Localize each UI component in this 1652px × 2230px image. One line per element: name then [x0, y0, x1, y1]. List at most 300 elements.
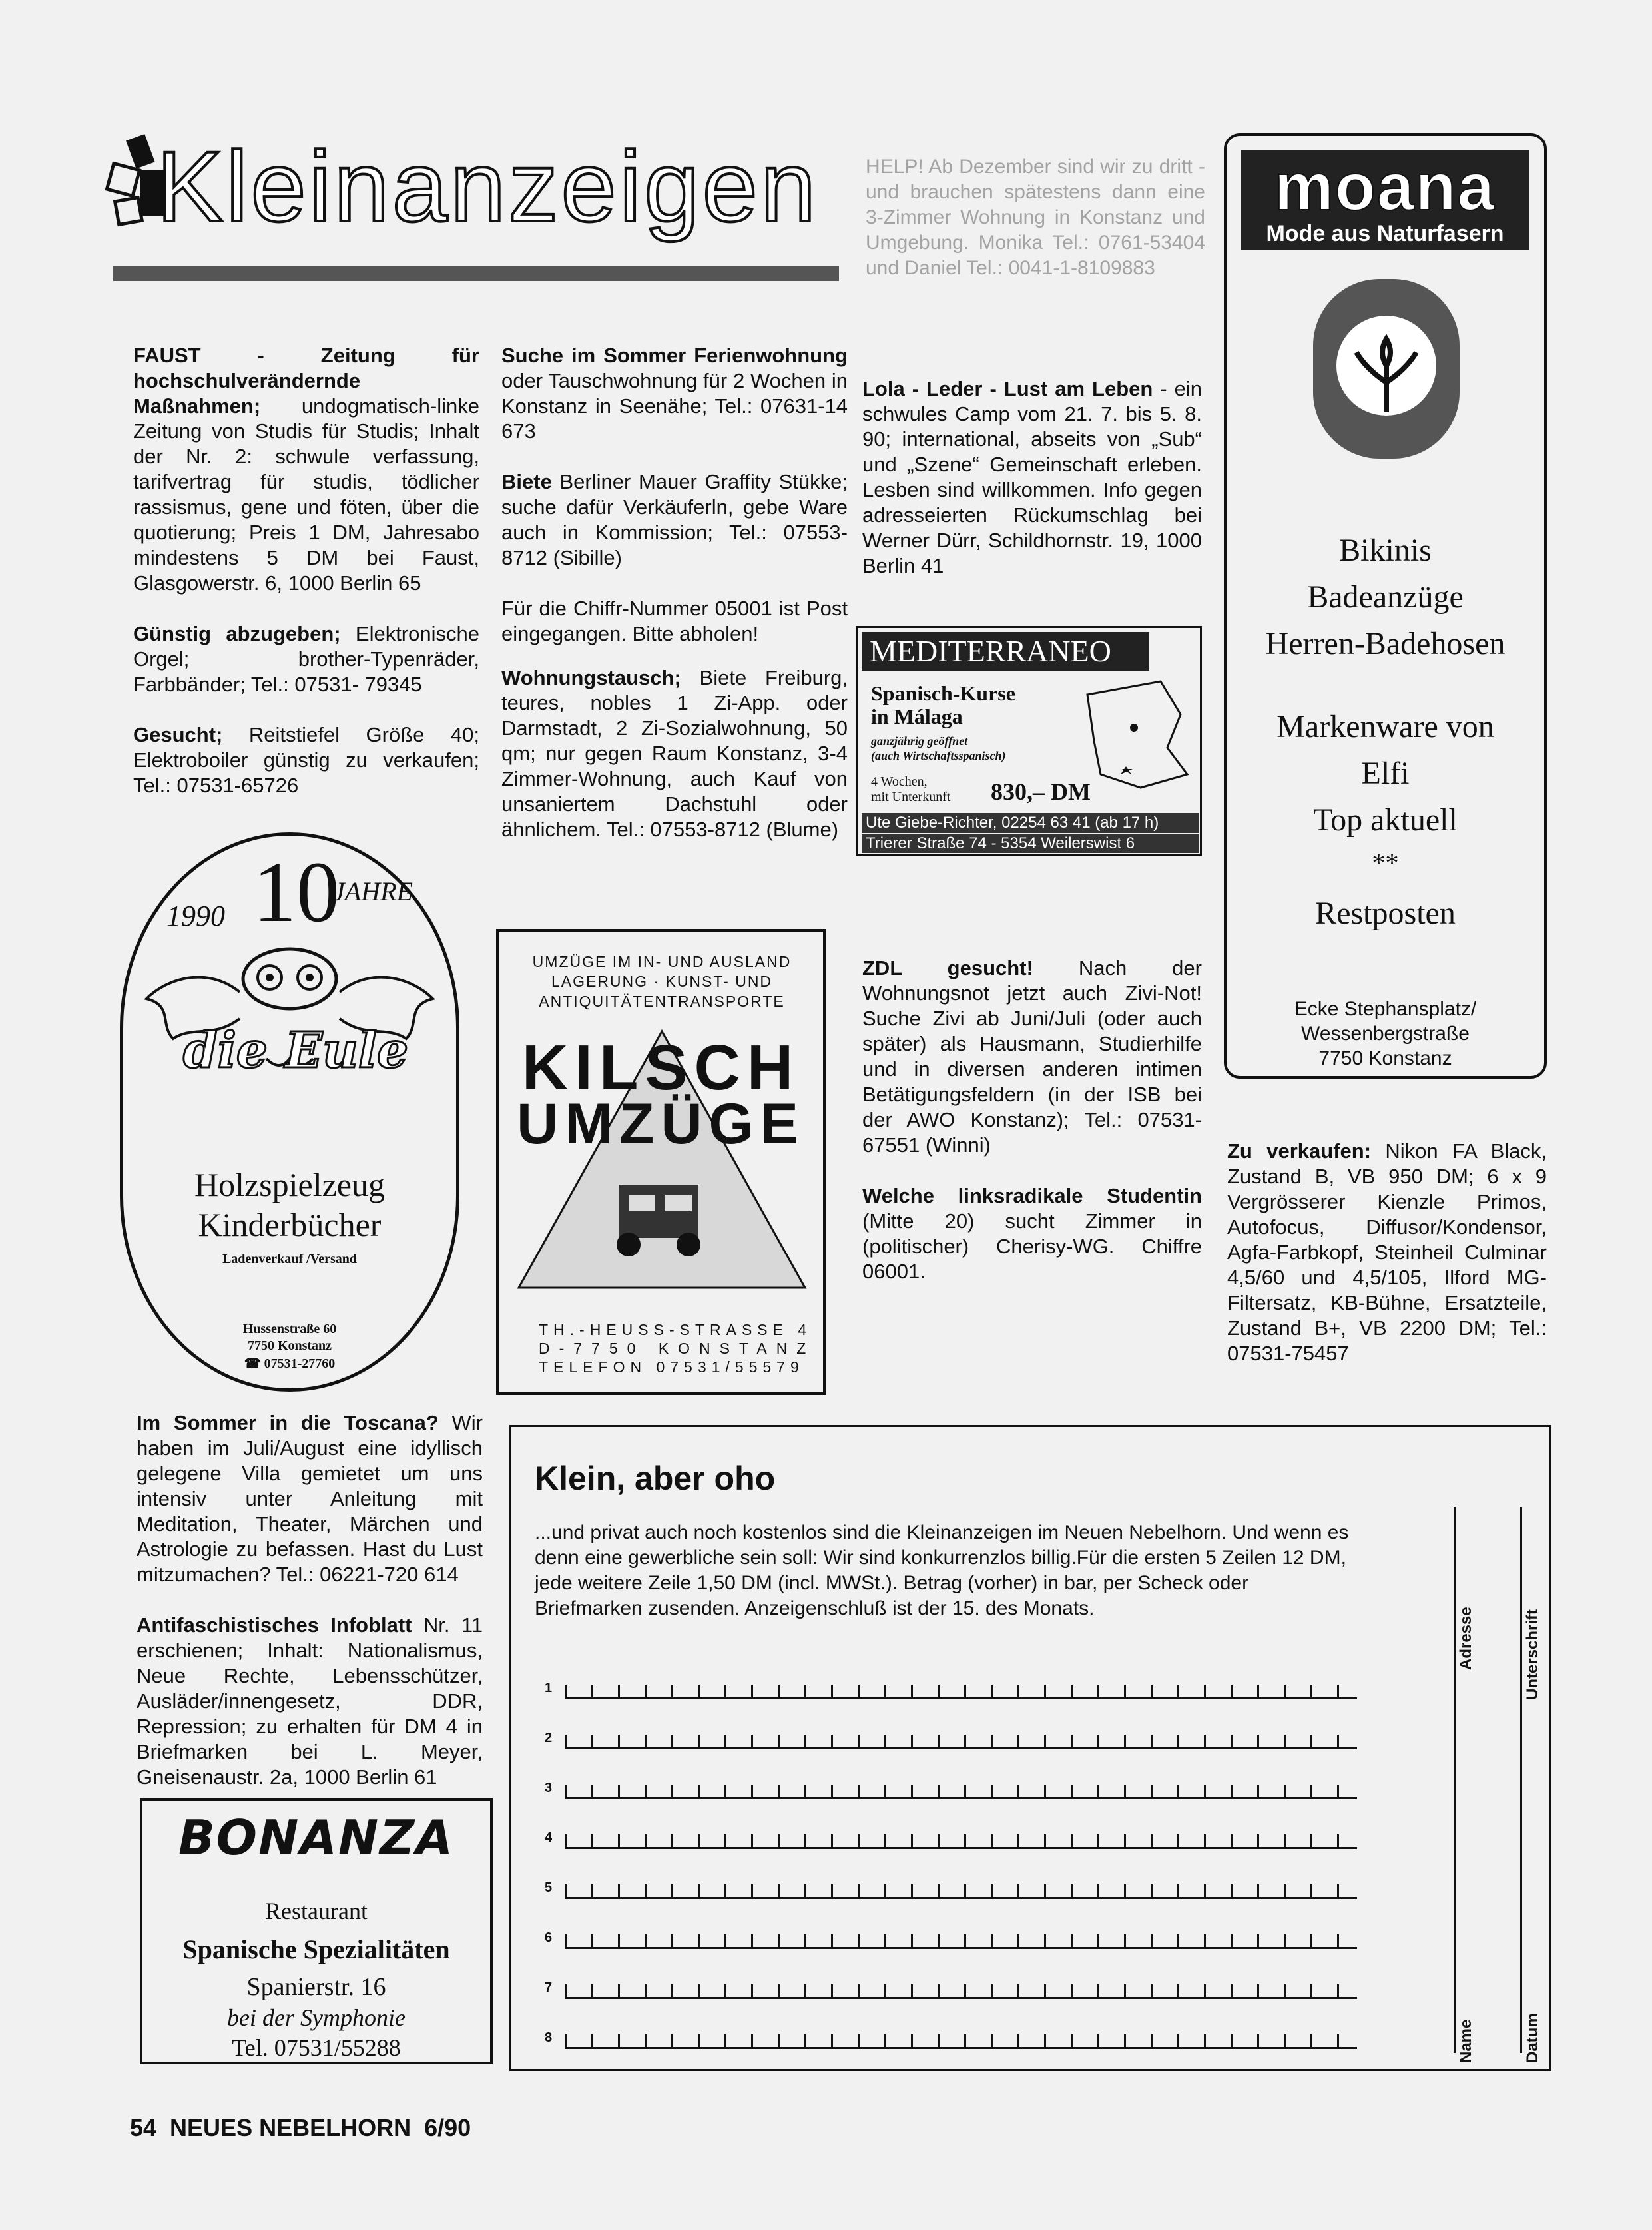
form-tick — [724, 1785, 726, 1799]
form-line-5[interactable]: 5 — [545, 1876, 1357, 1903]
form-tick — [565, 1834, 567, 1849]
form-tick — [698, 1934, 700, 1949]
form-tick — [618, 1735, 620, 1749]
form-line-2[interactable]: 2 — [545, 1727, 1357, 1753]
form-tick — [804, 1834, 806, 1849]
form-tick — [938, 1934, 940, 1949]
ad-orgel: Günstig abzugeben; Elektronische Orgel; brother-Typenräder, Farbbänder; Tel.: 07531- 79345 — [133, 622, 479, 696]
ad-toscana: Im Sommer in die Toscana? Wir haben im Juli/August eine idyllisch gelegene Villa gemietet um uns intensiv unter Anleitung mit Meditation, Theater, Märchen und Astrologie zu befassen. Hast du Lust mitzumachen? Tel.: 06221-720 614 — [137, 1411, 483, 1586]
form-tick — [1177, 1685, 1179, 1699]
ad-lola-leder: Lola - Leder - Lust am Leben - ein schwules Camp vom 21. 7. bis 5. 8. 90; international, abseits von „Sub“ und „Szene“ Gemeinschaft erleben. Lesben sind willkommen. Info gegen adresseierten Rückumschlag bei Werner Dürr, Schildhornstr. 19, 1000 Berlin 41 — [862, 377, 1202, 577]
form-tick — [1124, 2034, 1126, 2049]
form-tick — [698, 1735, 700, 1749]
form-tick — [831, 1884, 833, 1899]
form-tick — [1310, 1735, 1312, 1749]
form-tick — [1017, 1884, 1019, 1899]
form-tick — [698, 1785, 700, 1799]
form-text: ...und privat auch noch kostenlos sind die Kleinanzeigen im Neuen Nebelhorn. Und wenn es denn eine gewerbliche sein soll: Wir sind konkurrenzlos billig.Für die ersten 5 Zeilen 12 DM, jede weitere Zeile 1,50 DM (incl. MWSt.). Betrag (vorher) in bar, per Scheck oder Briefmarken zusenden. Anzeigenschluß ist der 15. des Monats. — [535, 1522, 1349, 1619]
moana-brand2: Elfi — [1361, 756, 1410, 791]
form-tick — [911, 1934, 913, 1949]
form-tick — [884, 1685, 886, 1699]
form-tick — [591, 1884, 593, 1899]
form-tick — [645, 1834, 647, 1849]
form-tick — [964, 1834, 966, 1849]
form-tick — [698, 1884, 700, 1899]
form-tick — [964, 1735, 966, 1749]
form-tick — [698, 1685, 700, 1699]
form-tick — [831, 1934, 833, 1949]
form-tick — [964, 2034, 966, 2049]
form-tick — [671, 1884, 673, 1899]
ad-faust: FAUST - Zeitung für hochschulverändernde Maßnahmen; undogmatisch-linke Zeitung von Studis für Studis; Inhalt der Nr. 2: schwule verfassung, tarifvertrag für studis, tödlicher rassismus, gene und föten, über die quotierung; Preis 1 DM, Jahresabo mindestens 5 DM bei Faust, Glasgowerstr. 6, 1000 Berlin 65 — [133, 344, 479, 595]
form-tick — [964, 1884, 966, 1899]
page-title: Kleinanzeigen — [156, 131, 819, 242]
form-tick — [938, 1984, 940, 1999]
form-tick — [591, 1785, 593, 1799]
form-tick — [858, 1884, 860, 1899]
ad-antifa-infoblatt: Antifaschistisches Infoblatt Nr. 11 erschienen; Inhalt: Nationalismus, Neue Rechte, Lebensschützer, Ausläder/innengesetz, DDR, Repression; zu erhalten für DM 4 in Briefmarken bei L. Meyer, Gneisenaustr. 2a, 1000 Berlin 61 — [137, 1613, 483, 1789]
form-tick — [831, 1984, 833, 1999]
form-tick — [1097, 1785, 1099, 1799]
form-tick — [751, 1834, 753, 1849]
mediterraneo-line3: ganzjährig geöffnet — [871, 734, 968, 748]
kilsch-name2: UMZÜGE — [517, 1092, 805, 1156]
moana-brand1: Markenware von — [1276, 709, 1494, 744]
form-tick — [991, 1984, 993, 1999]
form-tick — [565, 2034, 567, 2049]
form-tick — [884, 1934, 886, 1949]
form-tick — [938, 1884, 940, 1899]
form-tick — [991, 1834, 993, 1849]
form-tick — [884, 2034, 886, 2049]
form-tick — [1231, 1884, 1233, 1899]
form-tick — [645, 1934, 647, 1949]
form-tick — [804, 1934, 806, 1949]
eule-addr1: Hussenstraße 60 — [242, 1322, 337, 1336]
form-tick — [1044, 1934, 1046, 1949]
form-tick — [1097, 1834, 1099, 1849]
ad-wohnungstausch: Wohnungstausch; Biete Freiburg, teures, nobles 1 Zi-App. oder Darmstadt, 2 Zi-Sozialwohnung, 50 qm; nur gegen Raum Konstanz, 3-4 Zimmer-Wohnung, auch Kauf von unsaniertem Dachstuhl oder ähnlichem. Tel.: 07553-8712 (Blume) — [501, 666, 848, 841]
form-tick — [1177, 2034, 1179, 2049]
form-tick — [724, 1984, 726, 1999]
form-tick — [591, 2034, 593, 2049]
ad-die-eule — [120, 832, 466, 1398]
form-tick — [1257, 1934, 1259, 1949]
form-tick — [858, 1834, 860, 1849]
form-tick — [1097, 2034, 1099, 2049]
help-ad: HELP! Ab Dezember sind wir zu dritt - und brauchen spätestens dann eine 3-Zimmer Wohnung in Konstanz und Umgebung. Monika Tel.: 0761-53404 und Daniel Tel.: 0041-1-8109883 — [866, 156, 1205, 279]
order-form — [509, 1425, 1551, 2071]
form-tick — [751, 1735, 753, 1749]
form-tick — [884, 1785, 886, 1799]
page-footer: 54 NEUES NEBELHORN 6/90 — [130, 2114, 471, 2141]
kilsch-addr1: TH.-HEUSS-STRASSE 4 — [539, 1321, 812, 1338]
form-tick — [991, 1685, 993, 1699]
form-tick — [1177, 1735, 1179, 1749]
form-tick — [1017, 1785, 1019, 1799]
form-tick — [831, 2034, 833, 2049]
form-tick — [1284, 1884, 1286, 1899]
form-tick — [911, 1685, 913, 1699]
form-tick — [1231, 1685, 1233, 1699]
form-tick — [778, 1934, 780, 1949]
column-4-lower — [1227, 1139, 1547, 1392]
form-tick — [1231, 1785, 1233, 1799]
form-tick — [724, 1685, 726, 1699]
form-line-8[interactable]: 8 — [545, 2026, 1357, 2053]
form-lines — [545, 1677, 1357, 2050]
eule-year: 1990 — [166, 900, 225, 932]
form-tick — [964, 1984, 966, 1999]
eule-line1: Holzspielzeug — [194, 1166, 385, 1203]
form-tick — [1151, 1884, 1153, 1899]
form-tick — [1044, 1884, 1046, 1899]
form-tick — [645, 2034, 647, 2049]
form-tick — [1071, 2034, 1073, 2049]
form-tick — [991, 1934, 993, 1949]
form-tick — [1337, 1884, 1339, 1899]
form-tick — [1177, 1834, 1179, 1849]
mediterraneo-line6: mit Unterkunft — [871, 790, 951, 804]
form-tick — [938, 1735, 940, 1749]
form-tick — [1151, 1685, 1153, 1699]
kilsch-top: UMZÜGE IM IN- UND AUSLAND LAGERUNG · KUNST- UND ANTIQUITÄTENTRANSPORTE — [532, 953, 792, 1010]
bonanza-line3: Spanierstr. 16 — [246, 1973, 386, 2001]
form-tick — [1151, 1735, 1153, 1749]
mediterraneo-name: MEDITERRANEO — [862, 632, 1149, 671]
form-tick — [1284, 1984, 1286, 1999]
form-tick — [911, 1984, 913, 1999]
form-tick — [645, 1984, 647, 1999]
form-tick — [1284, 1735, 1286, 1749]
form-tick — [645, 1884, 647, 1899]
form-tick — [804, 1735, 806, 1749]
form-tick — [778, 2034, 780, 2049]
form-tick — [1257, 1785, 1259, 1799]
form-tick — [1337, 1785, 1339, 1799]
moana-item-2: Badeanzüge — [1307, 579, 1464, 615]
form-tick — [1044, 1735, 1046, 1749]
form-tick — [1044, 1785, 1046, 1799]
form-tick — [778, 1785, 780, 1799]
form-tick — [618, 1834, 620, 1849]
mediterraneo-contact2: Trierer Straße 74 - 5354 Weilerswist 6 — [862, 834, 1199, 853]
form-tick — [724, 1884, 726, 1899]
form-tick — [858, 1685, 860, 1699]
form-tick — [858, 2034, 860, 2049]
form-tick — [618, 1884, 620, 1899]
form-tick — [1071, 1785, 1073, 1799]
ad-berliner-mauer: Biete Berliner Mauer Graffity Stükke; suche dafür Verkäuferln, gebe Ware auch in Kommission; Tel.: 07553-8712 (Sibille) — [501, 470, 848, 569]
mediterraneo-line1: Spanisch-Kurse — [871, 681, 1015, 705]
form-tick — [591, 1934, 593, 1949]
form-tick — [1071, 1984, 1073, 1999]
form-tick — [1257, 2034, 1259, 2049]
form-tick — [618, 1984, 620, 1999]
ad-kilsch-umzuege — [496, 929, 826, 1395]
form-tick — [911, 1785, 913, 1799]
form-tick — [831, 1685, 833, 1699]
form-tick — [1337, 1685, 1339, 1699]
form-tick — [1231, 2034, 1233, 2049]
form-tick — [1151, 2034, 1153, 2049]
form-tick — [858, 1934, 860, 1949]
form-tick — [831, 1834, 833, 1849]
form-tick — [1177, 1984, 1179, 1999]
form-tick — [964, 1934, 966, 1949]
form-tick — [1257, 1984, 1259, 1999]
form-tick — [991, 1735, 993, 1749]
column-1 — [133, 343, 479, 824]
form-tick — [698, 1834, 700, 1849]
form-tick — [591, 1685, 593, 1699]
form-tick — [1124, 1685, 1126, 1699]
form-tick — [1044, 1984, 1046, 1999]
form-tick — [698, 2034, 700, 2049]
form-tick — [565, 1685, 567, 1699]
form-tick — [1177, 1884, 1179, 1899]
form-tick — [858, 1735, 860, 1749]
form-tick — [1097, 1934, 1099, 1949]
form-tick — [778, 1984, 780, 1999]
form-tick — [1044, 2034, 1046, 2049]
form-tick — [591, 1735, 593, 1749]
eule-ten: 10 — [253, 844, 340, 940]
column-3 — [862, 376, 1202, 604]
form-tick — [1151, 1785, 1153, 1799]
form-tick — [645, 1785, 647, 1799]
form-line-6[interactable]: 6 — [545, 1926, 1357, 1953]
form-line-7[interactable]: 7 — [545, 1976, 1357, 2003]
form-tick — [751, 2034, 753, 2049]
form-tick — [1177, 1785, 1179, 1799]
moana-tagline: Mode aus Naturfasern — [1266, 221, 1504, 246]
mediterraneo-price: 830,– DM — [991, 778, 1091, 805]
ad-zdl-gesucht: ZDL gesucht! Nach der Wohnungsnot jetzt auch Zivi-Not! Suche Zivi ab Juni/Juli (oder auch später) als Hausmann, Studierhilfe und in diversen anderen intimen Betätigungsfeldern (in der ISB bei der AWO Konstanz); Tel.: 07531-67551 (Winni) — [862, 956, 1202, 1157]
form-tick — [858, 1984, 860, 1999]
form-line-3[interactable]: 3 — [545, 1777, 1357, 1803]
form-tick — [751, 1884, 753, 1899]
form-tick — [1310, 1785, 1312, 1799]
form-tick — [724, 2034, 726, 2049]
form-tick — [1337, 2034, 1339, 2049]
form-tick — [1097, 1735, 1099, 1749]
form-tick — [1284, 1685, 1286, 1699]
form-tick — [938, 1834, 940, 1849]
form-tick — [1310, 1834, 1312, 1849]
mediterraneo-line2: in Málaga — [871, 704, 963, 728]
form-tick — [1017, 1834, 1019, 1849]
form-tick — [1310, 1934, 1312, 1949]
column-3-lower — [862, 956, 1202, 1310]
moana-addr2: Wessenbergstraße — [1301, 1023, 1470, 1045]
bonanza-name: BONANZA — [178, 1810, 455, 1866]
form-tick — [751, 1934, 753, 1949]
form-tick — [1124, 1884, 1126, 1899]
ad-reitstiefel: Gesucht; Reitstiefel Größe 40; Elektroboiler günstig zu verkaufen; Tel.: 07531-65726 — [133, 723, 479, 797]
form-tick — [1017, 1735, 1019, 1749]
moana-name: moana — [1274, 150, 1496, 224]
eule-jahre: JAHRE — [333, 876, 413, 906]
form-tick — [1337, 1934, 1339, 1949]
form-tick — [884, 1735, 886, 1749]
form-tick — [1284, 2034, 1286, 2049]
moana-addr3: 7750 Konstanz — [1318, 1047, 1452, 1069]
form-tick — [671, 1834, 673, 1849]
eule-name: die Eule — [183, 1022, 409, 1079]
moana-addr1: Ecke Stephansplatz/ — [1294, 998, 1477, 1020]
form-line-1[interactable]: 1 — [545, 1677, 1357, 1703]
form-tick — [751, 1685, 753, 1699]
form-tick — [1124, 1735, 1126, 1749]
eule-line3: Ladenverkauf /Versand — [222, 1252, 358, 1266]
form-tick — [671, 1984, 673, 1999]
form-tick — [1231, 1834, 1233, 1849]
form-tick — [778, 1834, 780, 1849]
form-divider-2 — [1520, 1507, 1522, 2053]
form-tick — [1204, 1934, 1206, 1949]
form-tick — [565, 1984, 567, 1999]
form-tick — [751, 1785, 753, 1799]
form-tick — [964, 1685, 966, 1699]
masthead — [100, 123, 839, 303]
form-tick — [618, 1785, 620, 1799]
form-tick — [1204, 1884, 1206, 1899]
form-tick — [1231, 1984, 1233, 1999]
form-tick — [964, 1785, 966, 1799]
ad-ferienwohnung: Suche im Sommer Ferienwohnung oder Tauschwohnung für 2 Wochen in Konstanz in Seenähe; Tel.: 07631-14 673 — [501, 344, 848, 443]
form-tick — [804, 1884, 806, 1899]
form-tick — [1071, 1834, 1073, 1849]
form-tick — [938, 2034, 940, 2049]
eule-phone: ☎ 07531-27760 — [244, 1356, 336, 1371]
form-tick — [645, 1685, 647, 1699]
form-tick — [1204, 1685, 1206, 1699]
form-tick — [1177, 1934, 1179, 1949]
form-tick — [1151, 1934, 1153, 1949]
spain-map-icon — [1081, 675, 1194, 794]
moana-brand3: Top aktuell — [1313, 802, 1458, 838]
form-tick — [724, 1934, 726, 1949]
form-label-adresse: Adresse — [1457, 1607, 1475, 1670]
form-tick — [591, 1984, 593, 1999]
form-tick — [698, 1984, 700, 1999]
form-tick — [1044, 1834, 1046, 1849]
form-tick — [1284, 1934, 1286, 1949]
form-tick — [831, 1735, 833, 1749]
form-tick — [1097, 1884, 1099, 1899]
form-label-unterschrift: Unterschrift — [1523, 1609, 1541, 1700]
kilsch-addr2: D-7750 KONSTANZ — [539, 1340, 816, 1357]
form-tick — [1071, 1934, 1073, 1949]
kilsch-addr3: TELEFON 07531/55579 — [539, 1358, 804, 1376]
form-tick — [1231, 1934, 1233, 1949]
form-tick — [1310, 1685, 1312, 1699]
cotton-plant-icon — [1306, 272, 1466, 465]
form-tick — [618, 1934, 620, 1949]
form-tick — [1337, 1984, 1339, 1999]
form-tick — [565, 1934, 567, 1949]
form-tick — [1204, 1984, 1206, 1999]
form-tick — [1071, 1884, 1073, 1899]
form-tick — [671, 2034, 673, 2049]
form-tick — [1017, 1934, 1019, 1949]
mediterraneo-line5: 4 Wochen, — [871, 774, 928, 789]
form-tick — [671, 1735, 673, 1749]
form-tick — [884, 1834, 886, 1849]
form-tick — [1097, 1685, 1099, 1699]
form-label-datum: Datum — [1523, 2013, 1541, 2063]
form-tick — [1204, 1735, 1206, 1749]
form-tick — [618, 2034, 620, 2049]
eule-line2: Kinderbücher — [198, 1206, 382, 1243]
form-tick — [751, 1984, 753, 1999]
ad-mediterraneo — [856, 626, 1202, 856]
form-tick — [884, 1984, 886, 1999]
form-tick — [911, 1884, 913, 1899]
form-tick — [724, 1834, 726, 1849]
form-tick — [565, 1785, 567, 1799]
form-line-4[interactable]: 4 — [545, 1826, 1357, 1853]
form-tick — [1204, 2034, 1206, 2049]
form-tick — [1257, 1884, 1259, 1899]
mediterraneo-line4: (auch Wirtschaftsspanisch) — [871, 749, 1006, 762]
bonanza-line2: Spanische Spezialitäten — [182, 1934, 450, 1964]
moana-stars: ** — [1372, 848, 1399, 878]
ad-nikon: Zu verkaufen: Nikon FA Black, Zustand B, VB 950 DM; 6 x 9 Vergrösserer Kienzle Primos, Autofocus, Diffusor/Kondensor, Agfa-Farbkopf, Steinheil Culminar 4,5/60 und 4,5/105, Ilford MG-Filtersatz, KB-Bühne, Ersatzteile, Zustand B+, VB 2200 DM; Tel.: 07531-75457 — [1227, 1139, 1547, 1365]
form-tick — [831, 1785, 833, 1799]
form-tick — [778, 1735, 780, 1749]
moana-rest: Restposten — [1315, 896, 1456, 931]
form-tick — [1124, 1785, 1126, 1799]
form-tick — [618, 1685, 620, 1699]
form-tick — [1124, 1984, 1126, 1999]
bonanza-line5: Tel. 07531/55288 — [232, 2034, 401, 2061]
form-tick — [1071, 1735, 1073, 1749]
form-tick — [804, 2034, 806, 2049]
form-tick — [991, 1884, 993, 1899]
form-tick — [1310, 1884, 1312, 1899]
form-tick — [1204, 1785, 1206, 1799]
form-tick — [1257, 1685, 1259, 1699]
form-tick — [1337, 1834, 1339, 1849]
ad-chiffre: Für die Chiffr-Nummer 05001 ist Post eingegangen. Bitte abholen! — [501, 597, 848, 645]
column-1-lower — [137, 1410, 483, 1815]
kilsch-name1: KILSCH — [521, 1032, 800, 1103]
form-tick — [1257, 1834, 1259, 1849]
form-tick — [1284, 1834, 1286, 1849]
form-tick — [938, 1685, 940, 1699]
form-tick — [1151, 1984, 1153, 1999]
form-tick — [645, 1735, 647, 1749]
form-tick — [1310, 1984, 1312, 1999]
form-tick — [911, 1735, 913, 1749]
form-tick — [778, 1884, 780, 1899]
form-tick — [1151, 1834, 1153, 1849]
form-tick — [1071, 1685, 1073, 1699]
form-tick — [1231, 1735, 1233, 1749]
form-tick — [1124, 1934, 1126, 1949]
bonanza-line1: Restaurant — [265, 1898, 368, 1924]
form-tick — [565, 1735, 567, 1749]
form-divider-1 — [1454, 1507, 1456, 2053]
form-tick — [1257, 1735, 1259, 1749]
form-tick — [804, 1685, 806, 1699]
form-tick — [991, 1785, 993, 1799]
mediterraneo-contact1: Ute Giebe-Richter, 02254 63 41 (ab 17 h) — [862, 813, 1199, 833]
title-underline-bar — [113, 266, 839, 281]
ad-bonanza — [140, 1798, 493, 2064]
